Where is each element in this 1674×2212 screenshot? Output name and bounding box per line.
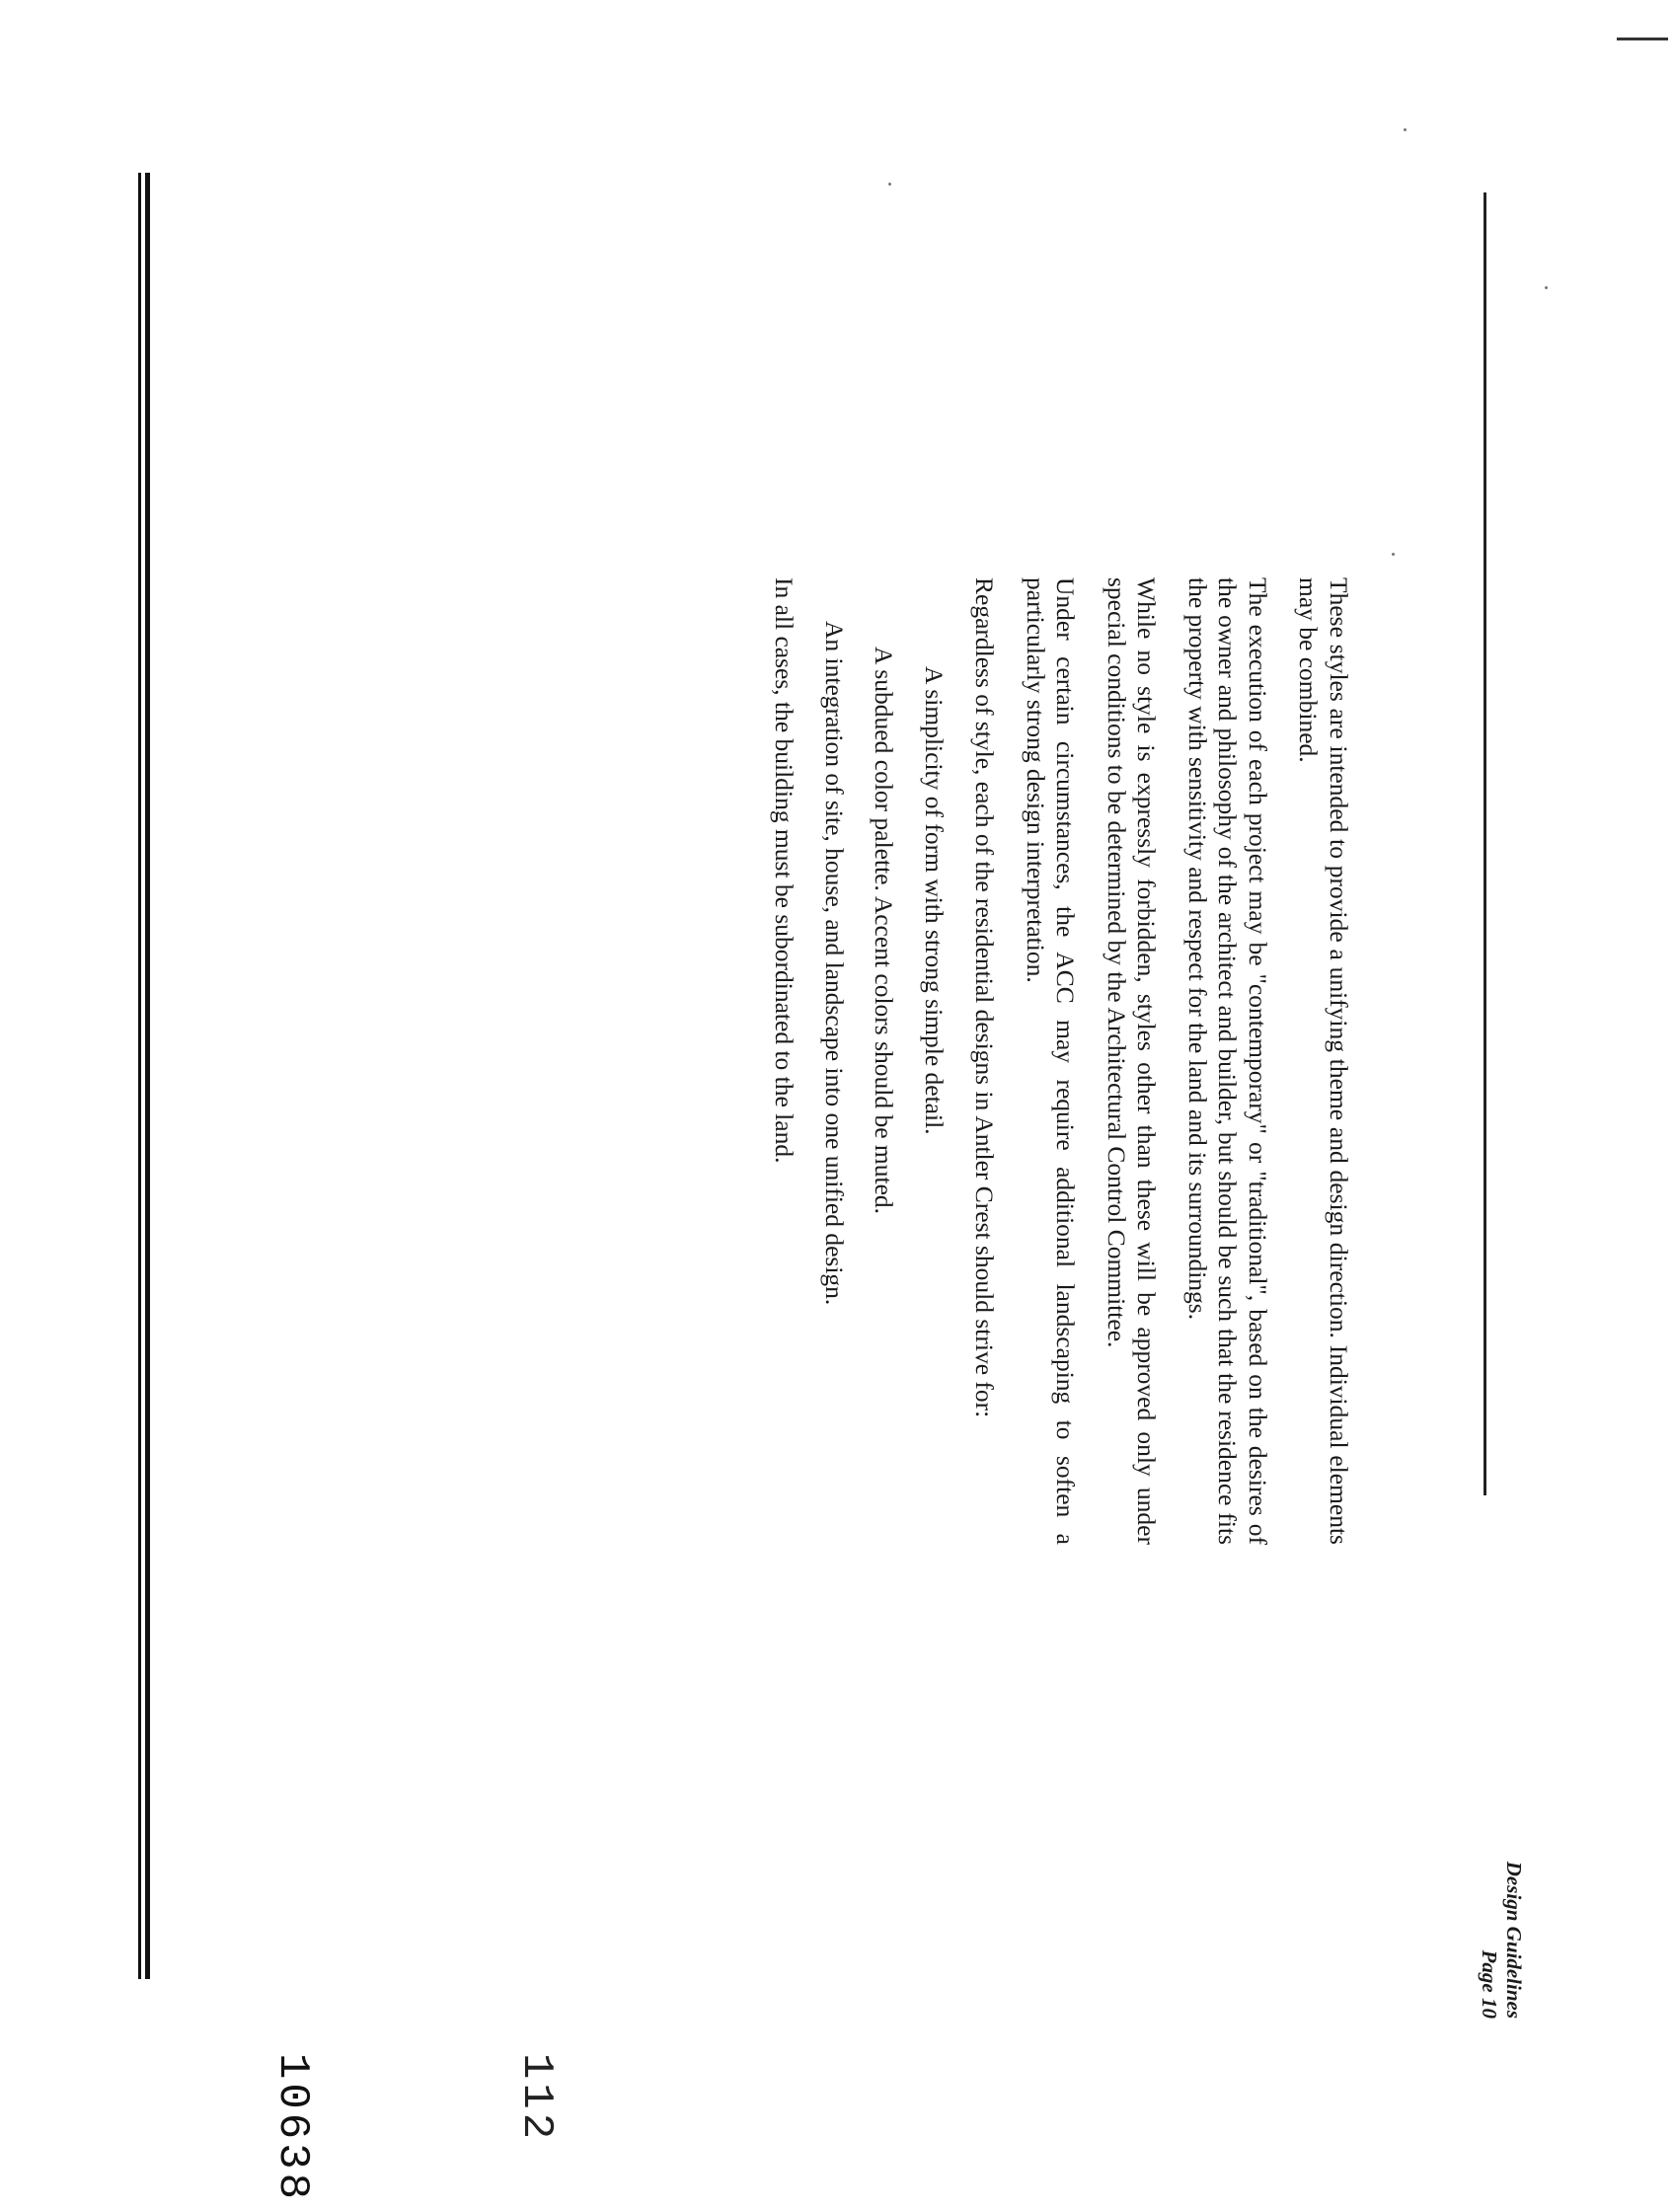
list-item: A simplicity of form with strong simple detail. [920,666,949,1135]
paragraph: Under certain circumstances, the ACC may require additional landscaping to soften a particularly strong design interpretation. [1022,577,1081,1545]
paragraph: The execution of each project may be "contemporary" or "traditional", based on the desires of the owner and philosophy of the architect and builder, but should be such that the residence fits the property with sensitivity and respect for the land and its surroundings. [1183,577,1272,1545]
list-item: An integration of site, house, and landscape into one unified design. [820,621,849,1306]
list-item: A subdued color palette. Accent colors should be muted. [870,647,899,1215]
paragraph: Regardless of style, each of the residential designs in Antler Crest should strive for: [970,577,1000,1418]
paragraph: These styles are intended to provide a unifying theme and design direction. Individual elements may be combined. [1294,577,1353,1545]
bottom-rule-thin [138,173,141,1979]
header-page-number: Page 10 [1478,1949,1501,2019]
closing-paragraph: In all cases, the building must be subordinated to the land. [770,577,799,1164]
page-number-stamp: 112 [511,2053,561,2144]
bottom-rule-thick [145,173,150,1979]
header-title: Design Guidelines [1502,1861,1526,2019]
body-text [748,577,1353,1545]
document-number-stamp: 10638 [267,2053,317,2204]
page-header [1477,1782,1526,2019]
top-rule [1484,192,1486,1495]
paragraph: While no style is expressly forbidden, styles other than these will be approved only under special conditions to be determined by the Architectural Control Committee. [1103,577,1162,1545]
